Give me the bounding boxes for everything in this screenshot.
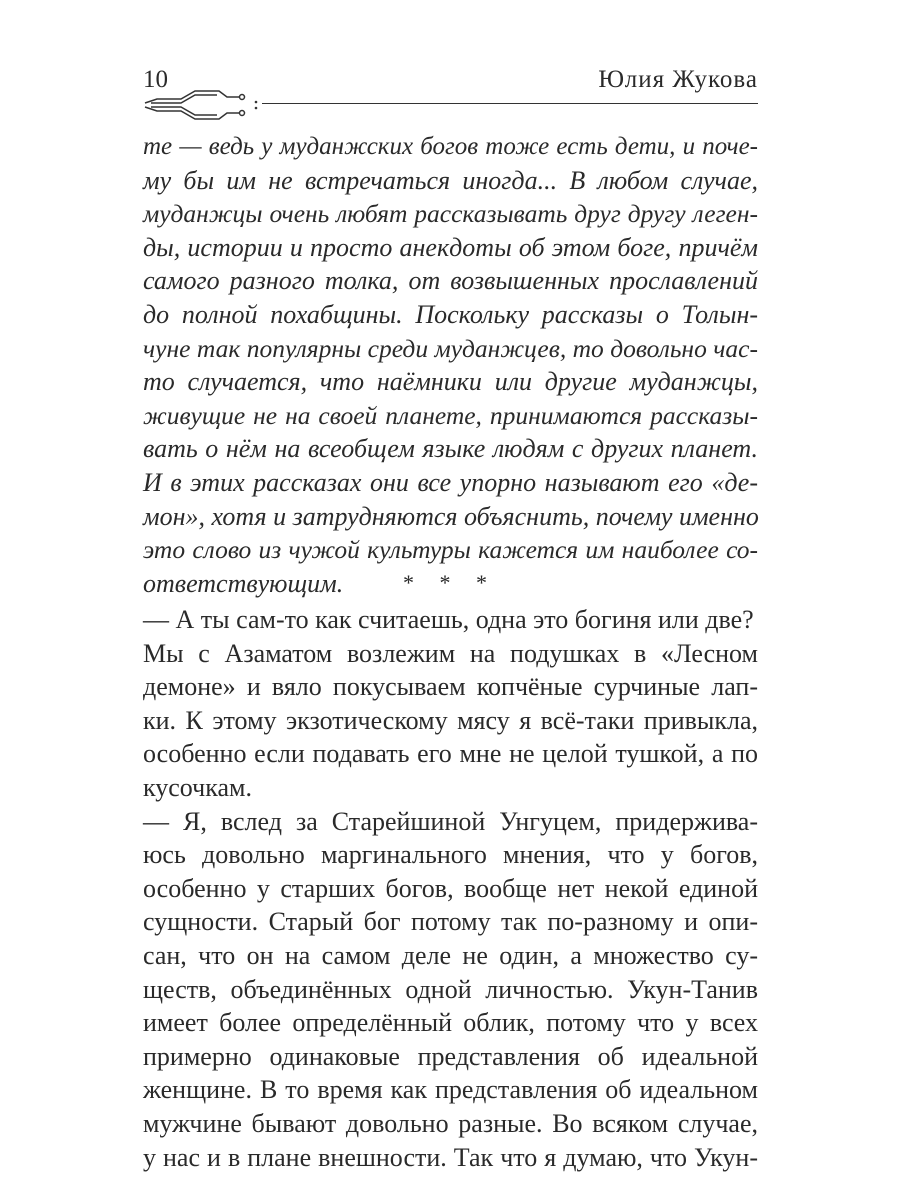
page-number: 10 [143,66,168,93]
text-line: ды, истории и просто анекдоты об этом боге, причём [143,232,758,262]
text-line: кусочкам. [143,773,252,802]
text-line: му бы им не встречаться иногда... В любом случае, [143,165,758,195]
section-separator: * * * [403,570,497,595]
text-line: сущности. Старый бог потому так по-разному и опи- [143,907,758,937]
text-line: то случается, что наёмники или другие муданжцы, [143,367,758,397]
text-line: юсь довольно маргинального мнения, что у богов, [143,840,758,870]
text-line: ответствующим. [143,568,344,598]
text-line: у нас и в плане внешности. Так что я думаю, что Укун- [143,1142,758,1172]
text-line: — Я, вслед за Старейшиной Унгуцем, придержива- [143,806,758,836]
text-line: самого разного толка, от возвышенных прославлений [143,266,758,296]
text-line: вать о нём на всеобщем языке людям с других планет. [143,434,758,464]
circuit-ornament-icon [143,90,261,120]
text-line: до полной похабщины. Поскольку рассказы о Толын- [143,300,758,329]
text-line: муданжцы очень любят рассказывать друг другу леген- [143,199,758,229]
text-line: те — ведь у муданжских богов тоже есть дети, и поче- [143,133,758,160]
text-line: сан, что он на самом деле не один, а множество су- [143,941,758,970]
text-line: женщине. В то время как представления об идеальном [143,1075,758,1105]
text-line: ществ, объединённых одной личностью. Укун-Танив [143,974,758,1004]
header-rule [262,103,758,104]
text-line: живущие не на своей планете, принимаются рассказы- [143,400,758,430]
text-line: — А ты сам-то как считаешь, одна это богиня или две? [143,605,754,634]
text-line: демоне» и вяло покусываем копчёные сурчиные лап- [143,672,758,702]
text-line: мужчине бывают довольно разные. Во всяком случае, [143,1109,758,1138]
text-line: ки. К этому экзотическому мясу я всё-таки привыкла, [143,705,758,735]
running-header-author: Юлия Жукова [598,66,758,93]
text-line: Мы с Азаматом возлежим на подушках в «Лесном [143,638,758,668]
text-line: особенно если подавать его мне не целой тушкой, а по [143,739,758,769]
text-line: примерно одинаковые представления об идеальной [143,1041,758,1071]
text-line: это слово из чужой культуры кажется им наиболее со- [143,535,758,565]
text-line: И в этих рассказах они все упорно называют его «де- [143,468,758,497]
text-line: чуне так популярны среди муданжцев, то довольно час- [143,333,758,363]
text-line: имеет более определённый облик, потому что у всех [143,1008,758,1038]
text-line: мон», хотя и затрудняются объяснить, почему именно [143,501,759,531]
text-line: особенно у старших богов, вообще нет некой единой [143,873,758,903]
